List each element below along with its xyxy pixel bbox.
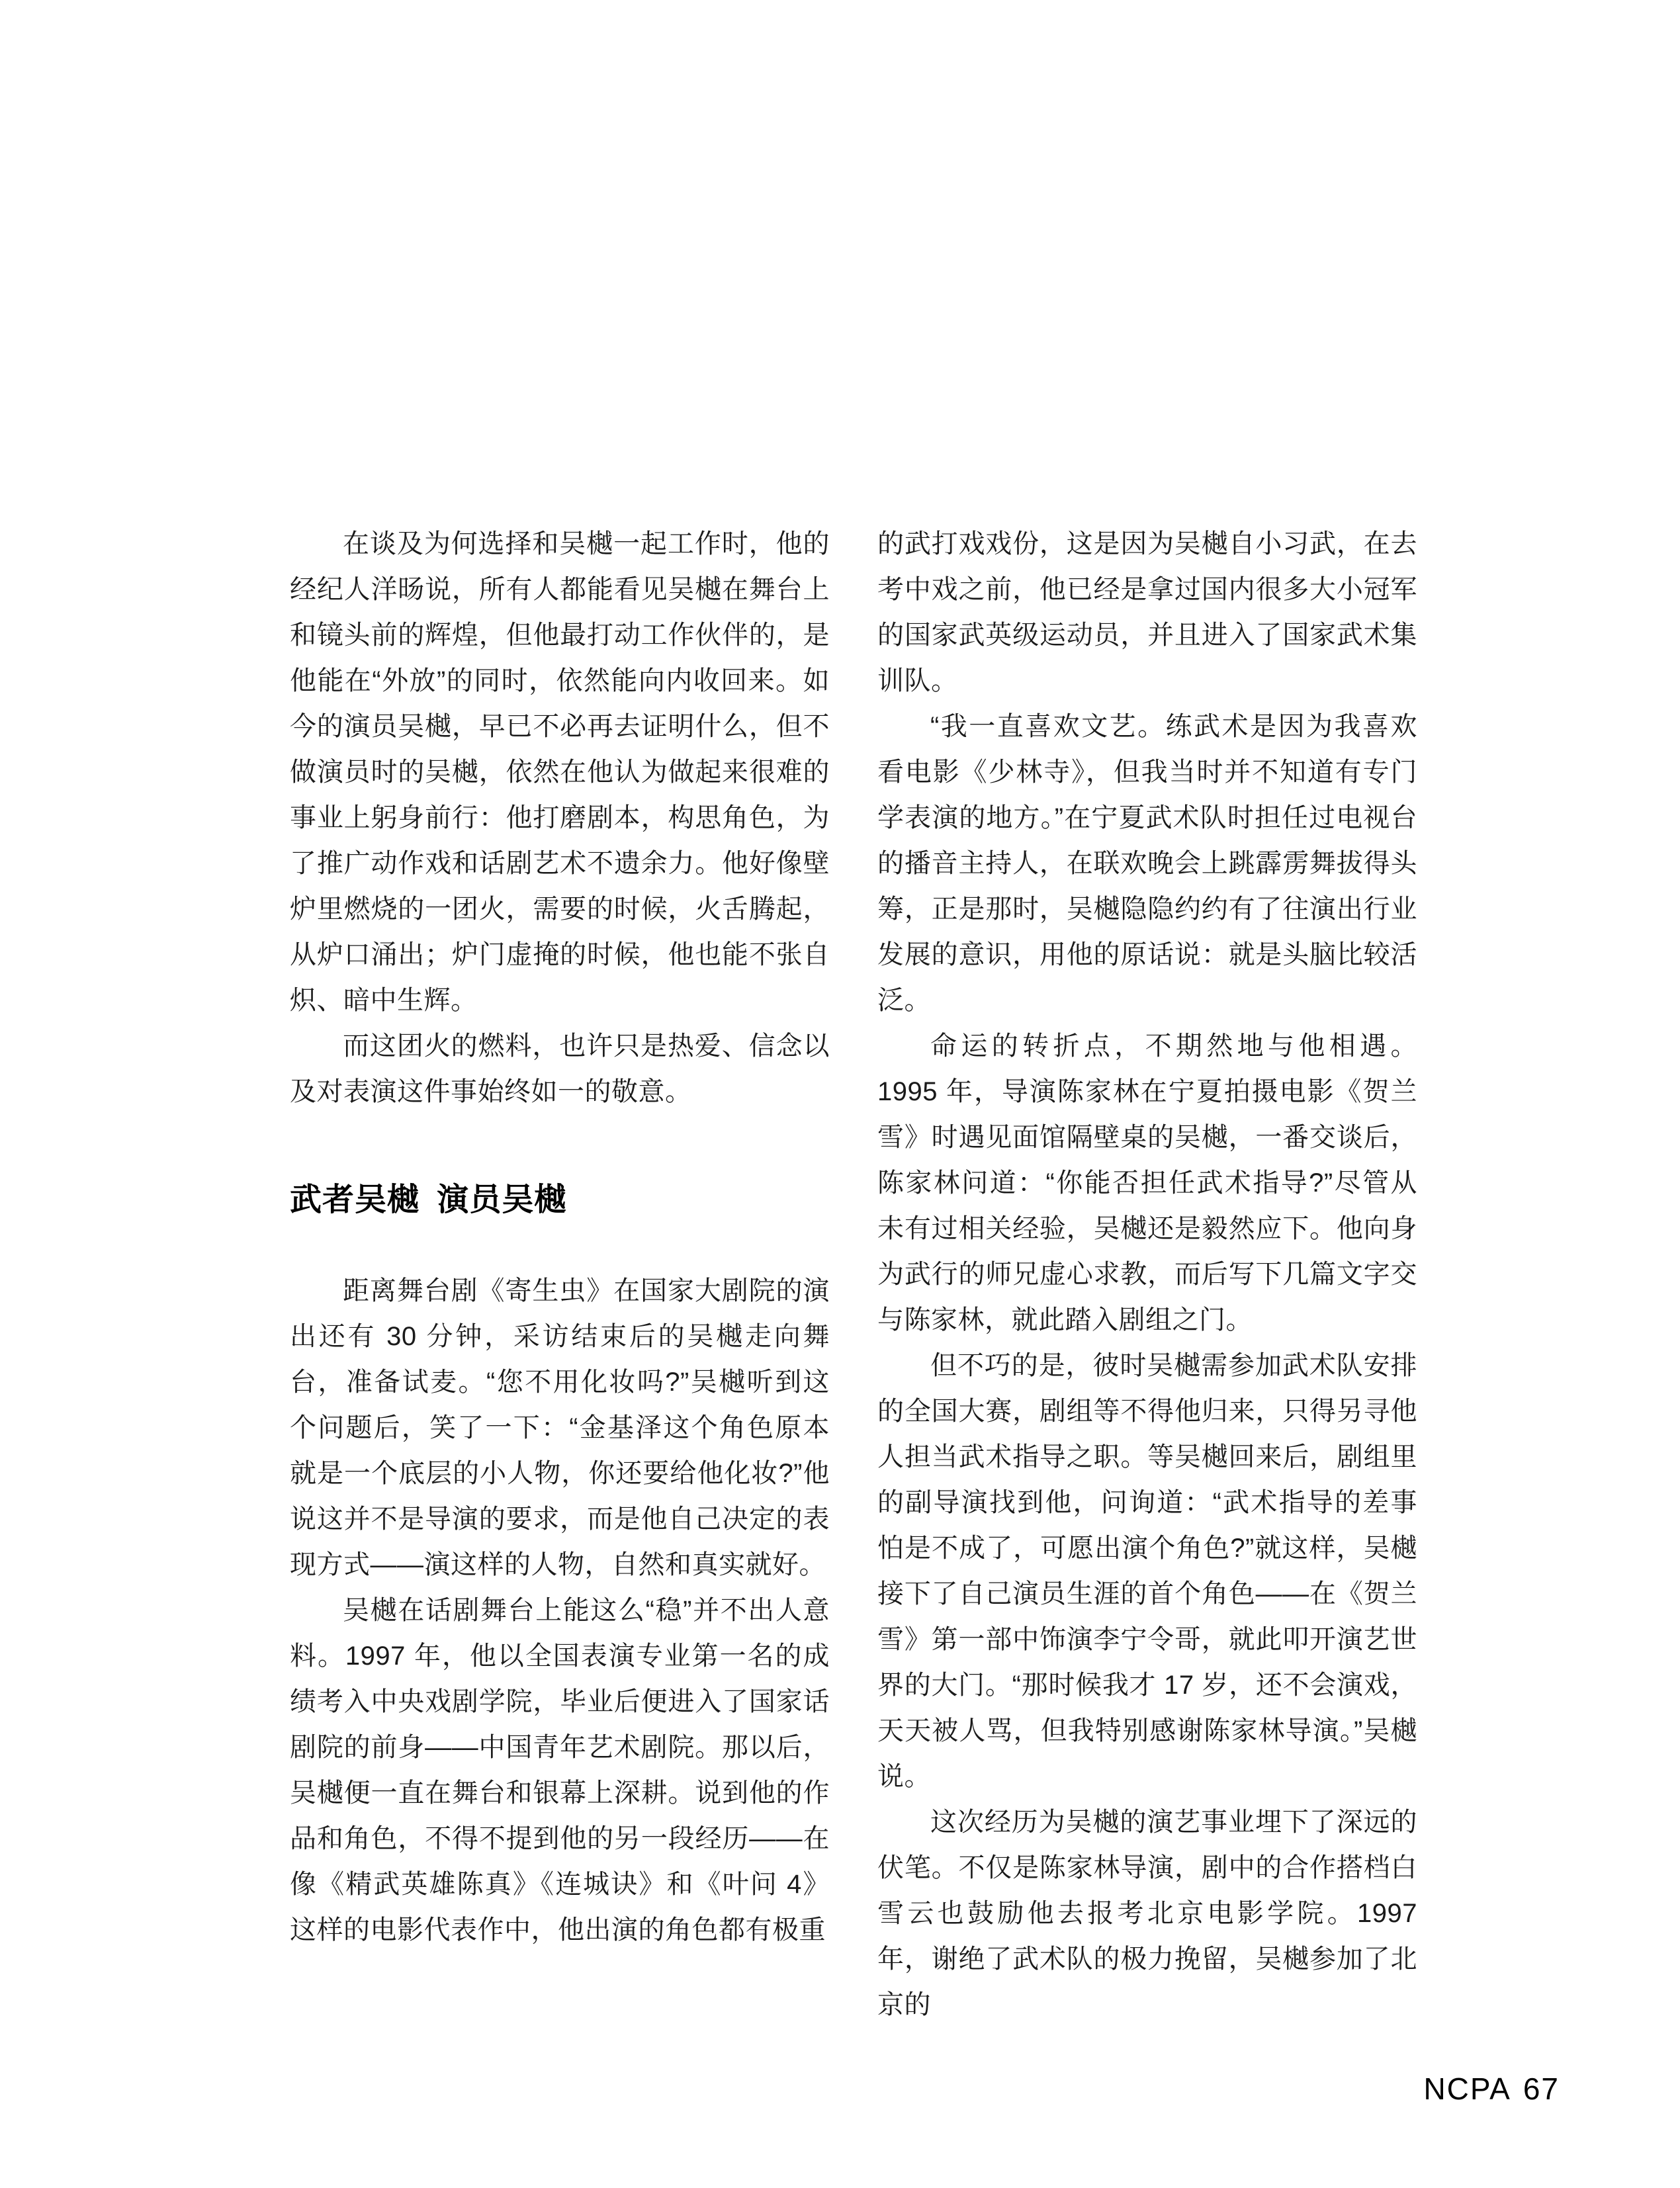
- paragraph-film-academy: 这次经历为吴樾的演艺事业埋下了深远的伏笔。不仅是陈家林导演，剧中的合作搭档白雪云也鼓励他去报考北京电影学院。1997 年，谢绝了武术队的极力挽留，吴樾参加了北京的: [877, 1808, 1417, 2019]
- page-footer: [1423, 2072, 1560, 2105]
- paragraph-fuel: 而这团火的燃料，也许只是热爱、信念以及对表演这件事始终如一的敬意。: [290, 1031, 830, 1106]
- paragraph-first-role: 但不巧的是，彼时吴樾需参加武术队安排的全国大赛，剧组等不得他归来，只得另寻他人担当武术指导之职。等吴樾回来后，剧组里的副导演找到他，问询道：“武术指导的差事怕是不成了，可愿出演个角色?”就这样，吴樾接下了自己演员生涯的首个角色——在《贺兰雪》第一部中饰演李宁令哥，就此叩开演艺世界的大门。“那时候我才 17 岁，还不会演戏，天天被人骂，但我特别感谢陈家林导演。”吴樾说。: [877, 1351, 1417, 1791]
- section-heading: 武者吴樾 演员吴樾: [290, 1182, 567, 1217]
- paragraph-career-start: 吴樾在话剧舞台上能这么“稳”并不出人意料。1997 年，他以全国表演专业第一名的成绩考入中央戏剧学院，毕业后便进入了国家话剧院的前身——中国青年艺术剧院。那以后，吴樾便一直在舞台和银幕上深耕。说到他的作品和角色，不得不提到他的另一段经历——在像《精武英雄陈真》《连城诀》和《叶问 4》这样的电影代表作中，他出演的角色都有极重: [290, 1596, 830, 1945]
- footer-page-number: 67: [1523, 2072, 1560, 2106]
- right-column: [877, 521, 1417, 2028]
- footer-brand: NCPA: [1423, 2072, 1511, 2106]
- paragraph-turning-point: 命运的转折点，不期然地与他相遇。1995 年，导演陈家林在宁夏拍摄电影《贺兰雪》时遇见面馆隔壁桌的吴樾，一番交谈后，陈家林问道：“你能否担任武术指导?”尽管从未有过相关经验，吴樾还是毅然应下。他向身为武行的师兄虚心求教，而后写下几篇文字交与陈家林，就此踏入剧组之门。: [877, 1031, 1417, 1335]
- paragraph-stage-play: 距离舞台剧《寄生虫》在国家大剧院的演出还有 30 分钟，采访结束后的吴樾走向舞台，准备试麦。“您不用化妆吗?”吴樾听到这个问题后，笑了一下：“金基泽这个角色原本就是一个底层的小人物，你还要给他化妆?”他说这并不是导演的要求，而是他自己决定的表现方式——演这样的人物，自然和真实就好。: [290, 1276, 830, 1579]
- paragraph-shaolin-quote: “我一直喜欢文艺。练武术是因为我喜欢看电影《少林寺》，但我当时并不知道有专门学表演的地方。”在宁夏武术队时担任过电视台的播音主持人，在联欢晚会上跳霹雳舞拔得头筹，正是那时，吴樾隐隐约约有了往演出行业发展的意识，用他的原话说：就是头脑比较活泛。: [877, 712, 1417, 1015]
- left-column: [290, 521, 830, 1953]
- paragraph-martial-arts-continuation: 的武打戏戏份，这是因为吴樾自小习武，在去考中戏之前，他已经是拿过国内很多大小冠军的国家武英级运动员，并且进入了国家武术集训队。: [877, 529, 1417, 695]
- paragraph-intro: 在谈及为何选择和吴樾一起工作时，他的经纪人洋旸说，所有人都能看见吴樾在舞台上和镜头前的辉煌，但他最打动工作伙伴的，是他能在“外放”的同时，依然能向内收回来。如今的演员吴樾，早已不必再去证明什么，但不做演员时的吴樾，依然在他认为做起来很难的事业上躬身前行：他打磨剧本，构思角色，为了推广动作戏和话剧艺术不遗余力。他好像壁炉里燃烧的一团火，需要的时候，火舌腾起，从炉口涌出；炉门虚掩的时候，他也能不张自炽、暗中生辉。: [290, 529, 830, 1015]
